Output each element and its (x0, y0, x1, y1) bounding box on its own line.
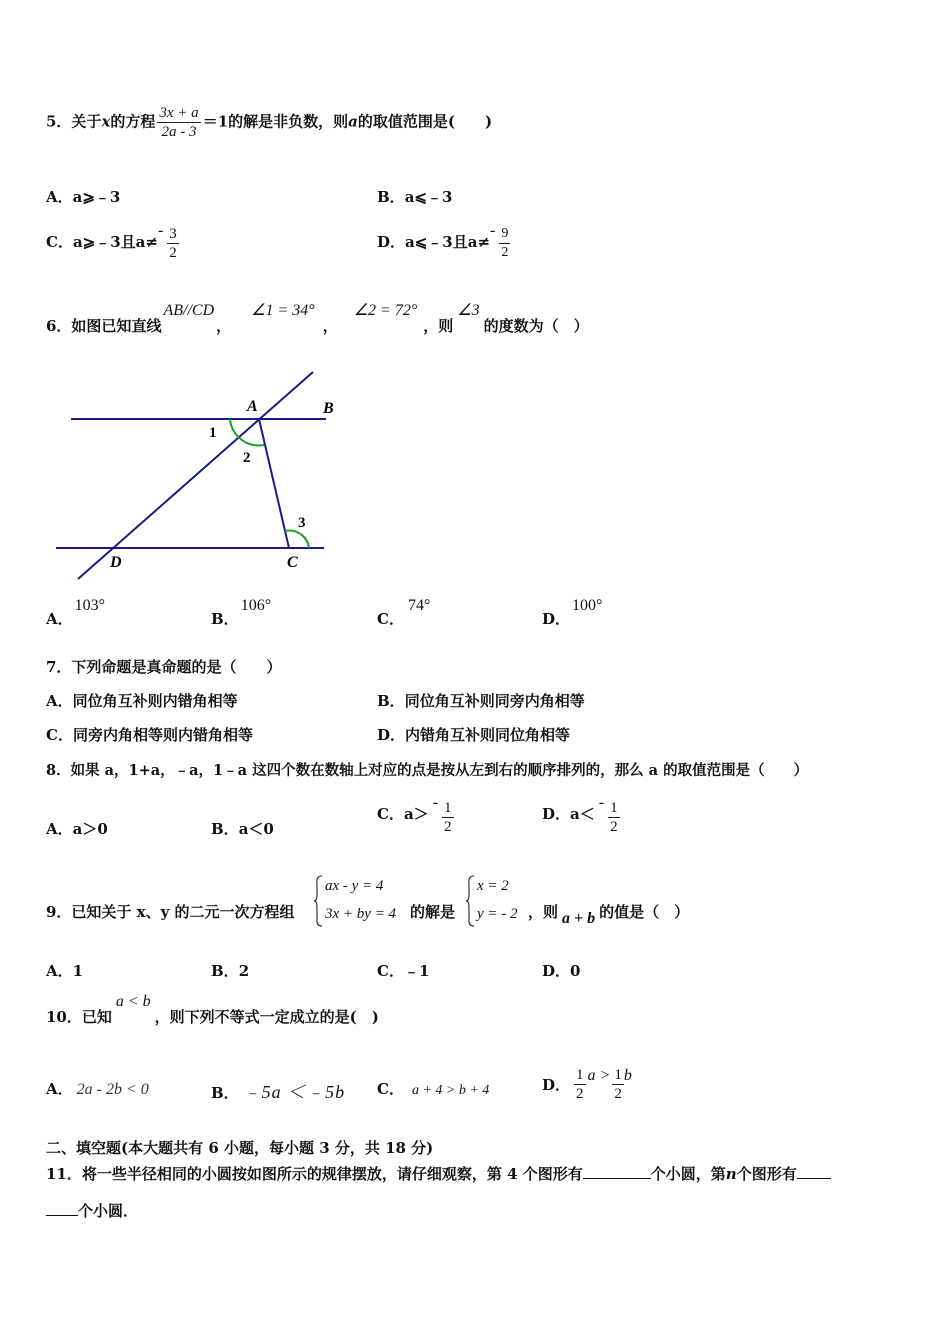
q8-option-b[interactable]: B．a＜0 (211, 820, 274, 838)
q11-blank-2-start[interactable] (797, 1164, 831, 1179)
q10-option-a[interactable]: A． 2a - 2b < 0 (46, 1080, 149, 1098)
q5-option-d[interactable]: D．a⩽﹣3且a≠- $\frac{9}{2}$ (377, 222, 509, 260)
q9-option-c[interactable]: C．﹣1 (377, 962, 430, 980)
q7-option-d[interactable]: D．内错角互补则同位角相等 (377, 726, 571, 744)
label-angle-2: 2 (243, 450, 251, 466)
q8-stem: 8．如果 a，1+a，﹣a，1﹣a 这四个数在数轴上对应的点是按从左到右的顺序排列的，那么 a 的取值范围是（ ） (46, 762, 809, 779)
label-angle-3: 3 (298, 515, 306, 531)
q5-option-c[interactable]: C．a⩾﹣3且a≠- $\frac{3}{2}$ (46, 222, 177, 261)
q5-stem: 5．关于x的方程 $\frac{3x + a}{2a - 3}$ ＝1的解是非负数，则a的取值范围是( ) (46, 105, 493, 140)
q10-option-d[interactable]: D． $\frac{1}{2}$ a > $\frac{1}{2}$ b (542, 1067, 632, 1102)
q9-option-d[interactable]: D．0 (542, 962, 581, 980)
q6-figure (50, 365, 340, 585)
label-c: C (287, 554, 298, 571)
q8-option-c[interactable]: C．a＞- $\frac{1}{2}$ (377, 794, 452, 835)
q9-system-1-brace (313, 875, 323, 927)
q9-stem-mid: 的解是 (410, 903, 456, 921)
q6-option-b[interactable]: B．106° (211, 597, 272, 628)
q9-stem-pre: 9．已知关于 x、y 的二元一次方程组 (46, 903, 295, 921)
q11-blank-1[interactable] (583, 1164, 651, 1179)
q7-option-c[interactable]: C．同旁内角相等则内错角相等 (46, 726, 253, 744)
q8-option-d[interactable]: D．a＜- $\frac{1}{2}$ (542, 794, 618, 835)
q10-stem: 10．已知a < b，则下列不等式一定成立的是( ) (46, 993, 379, 1026)
q5-option-b[interactable]: B．a⩽﹣3 (377, 188, 453, 206)
label-a: A (247, 398, 258, 415)
q10-option-c[interactable]: C． a + 4 > b + 4 (377, 1080, 490, 1098)
q9-stem-tail: ，则 a + b 的值是（ ） (528, 903, 690, 927)
segment-ac (259, 419, 289, 548)
q11-line-1: 11．将一些半径相同的小圆按如图所示的规律摆放，请仔细观察，第 4 个图形有 个小圆，第n个图形有 (46, 1163, 831, 1184)
angle-2-arc (245, 442, 264, 445)
label-d: D (110, 554, 122, 571)
q5-fraction: $\frac{3x + a}{2a - 3}$ (159, 105, 199, 140)
q9-option-a[interactable]: A．1 (46, 962, 84, 980)
label-b: B (323, 400, 334, 417)
q7-option-a[interactable]: A．同位角互补则内错角相等 (46, 692, 238, 710)
q6-option-a[interactable]: A．103° (46, 597, 106, 628)
q7-stem: 7．下列命题是真命题的是（ ） (46, 658, 282, 676)
q5-stem-pre: 5．关于 (46, 112, 102, 131)
q11-line-2: 个小圆． (46, 1200, 138, 1221)
q9-option-b[interactable]: B．2 (211, 962, 250, 980)
q6-option-c[interactable]: C．74° (377, 597, 431, 628)
q10-option-b[interactable]: B． ﹣5a ＜﹣5b (211, 1082, 346, 1102)
section-2-heading: 二、填空题(本大题共有 6 小题，每小题 3 分，共 18 分) (46, 1139, 434, 1157)
q6-option-d[interactable]: D．100° (542, 597, 603, 628)
label-angle-1: 1 (209, 425, 217, 441)
q6-stem: 6．如图已知直线AB//CD，∠1 = 34°，∠2 = 72°，则∠3的度数为（ ） (46, 302, 589, 335)
q11-blank-2-end[interactable] (46, 1201, 78, 1216)
q9-system-2-brace (465, 875, 475, 927)
q8-option-a[interactable]: A．a＞0 (46, 820, 108, 838)
q7-option-b[interactable]: B．同位角互补则同旁内角相等 (377, 692, 585, 710)
q5-option-a[interactable]: A．a⩾﹣3 (46, 188, 121, 206)
